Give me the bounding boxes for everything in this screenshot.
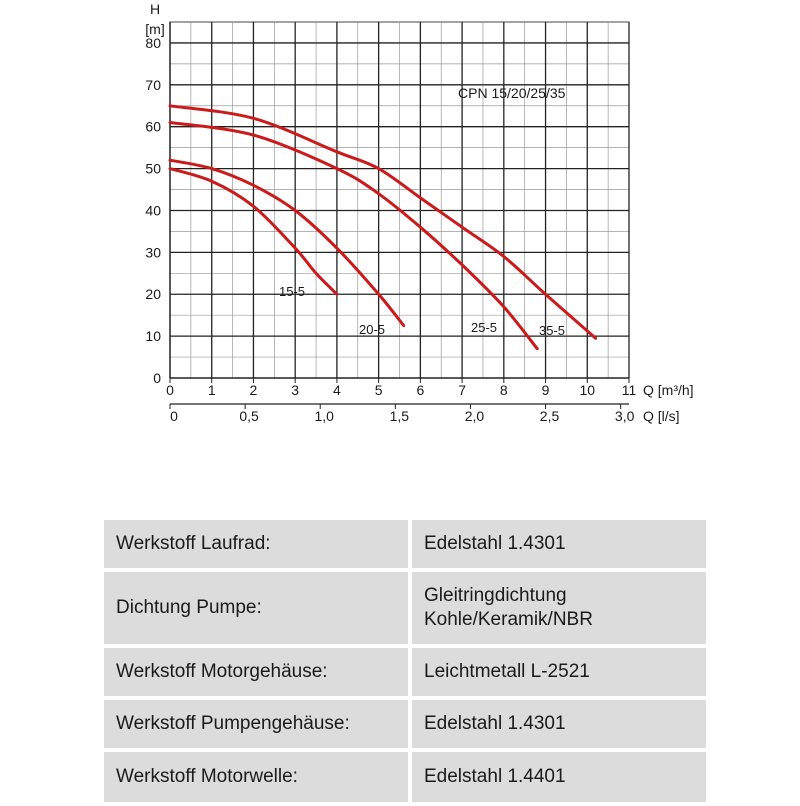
x-tick-label: 7 — [458, 382, 466, 398]
spec-value: Edelstahl 1.4401 — [412, 752, 706, 802]
x-tick-label: 1 — [207, 382, 216, 398]
spec-value: Leichtmetall L-2521 — [412, 648, 706, 696]
x-tick-label: 6 — [416, 382, 425, 398]
x-tick-label: 0 — [166, 382, 174, 398]
chart-title: CPN 15/20/25/35 — [458, 85, 566, 101]
curve-label: 20-5 — [358, 322, 386, 337]
y-axis-symbol: H — [149, 1, 161, 17]
spec-label: Dichtung Pumpe: — [104, 572, 408, 644]
y-tick-label: 80 — [145, 34, 161, 51]
x-tick-label: 8 — [499, 382, 508, 398]
y-tick-label: 20 — [145, 286, 161, 303]
spec-value: Edelstahl 1.4301 — [412, 700, 706, 748]
x2-tick-label: 1,0 — [314, 408, 334, 424]
x-axis-label-primary: Q [m³/h] — [643, 382, 694, 398]
y-tick-label: 60 — [145, 118, 161, 135]
x2-tick-label: 0,5 — [239, 408, 259, 424]
curve-label: 35-5 — [538, 323, 566, 338]
x2-tick-label: 2,0 — [464, 408, 485, 424]
x-tick-label: 9 — [541, 382, 550, 398]
y-tick-label: 70 — [145, 76, 161, 93]
spec-label: Werkstoff Pumpengehäuse: — [104, 700, 408, 748]
spec-value: Gleitringdichtung Kohle/Keramik/NBR — [412, 572, 706, 644]
x-axis-label-secondary: Q [l/s] — [643, 408, 680, 424]
x-tick-label: 5 — [374, 382, 383, 398]
x-tick-label: 11 — [621, 382, 637, 398]
y-tick-label: 10 — [145, 328, 161, 345]
curve-label: 15-5 — [278, 284, 306, 299]
x2-tick-label: 0 — [170, 408, 178, 424]
spec-table — [100, 516, 710, 806]
y-tick-label: 30 — [145, 244, 161, 261]
x-tick-label: 2 — [249, 382, 258, 398]
table-row — [104, 648, 706, 696]
spec-label: Werkstoff Motorwelle: — [104, 752, 408, 802]
y-tick-label: 0 — [153, 370, 161, 386]
table-row — [104, 700, 706, 748]
y-tick-label: 40 — [145, 202, 161, 219]
curve-label: 25-5 — [470, 320, 498, 335]
table-row — [104, 752, 706, 802]
x-tick-label: 3 — [291, 382, 300, 398]
x2-tick-label: 1,5 — [389, 408, 410, 424]
spec-label: Werkstoff Laufrad: — [104, 520, 408, 568]
x-tick-label: 10 — [579, 382, 596, 398]
table-row — [104, 572, 706, 644]
x-tick-label: 4 — [333, 382, 341, 398]
y-tick-label: 50 — [145, 160, 161, 177]
y-axis-unit: [m] — [145, 21, 165, 37]
spec-label: Werkstoff Motorgehäuse: — [104, 648, 408, 696]
x2-tick-label: 2,5 — [539, 408, 560, 424]
spec-value: Edelstahl 1.4301 — [412, 520, 706, 568]
x2-tick-label: 3,0 — [614, 408, 635, 424]
table-row — [104, 520, 706, 568]
